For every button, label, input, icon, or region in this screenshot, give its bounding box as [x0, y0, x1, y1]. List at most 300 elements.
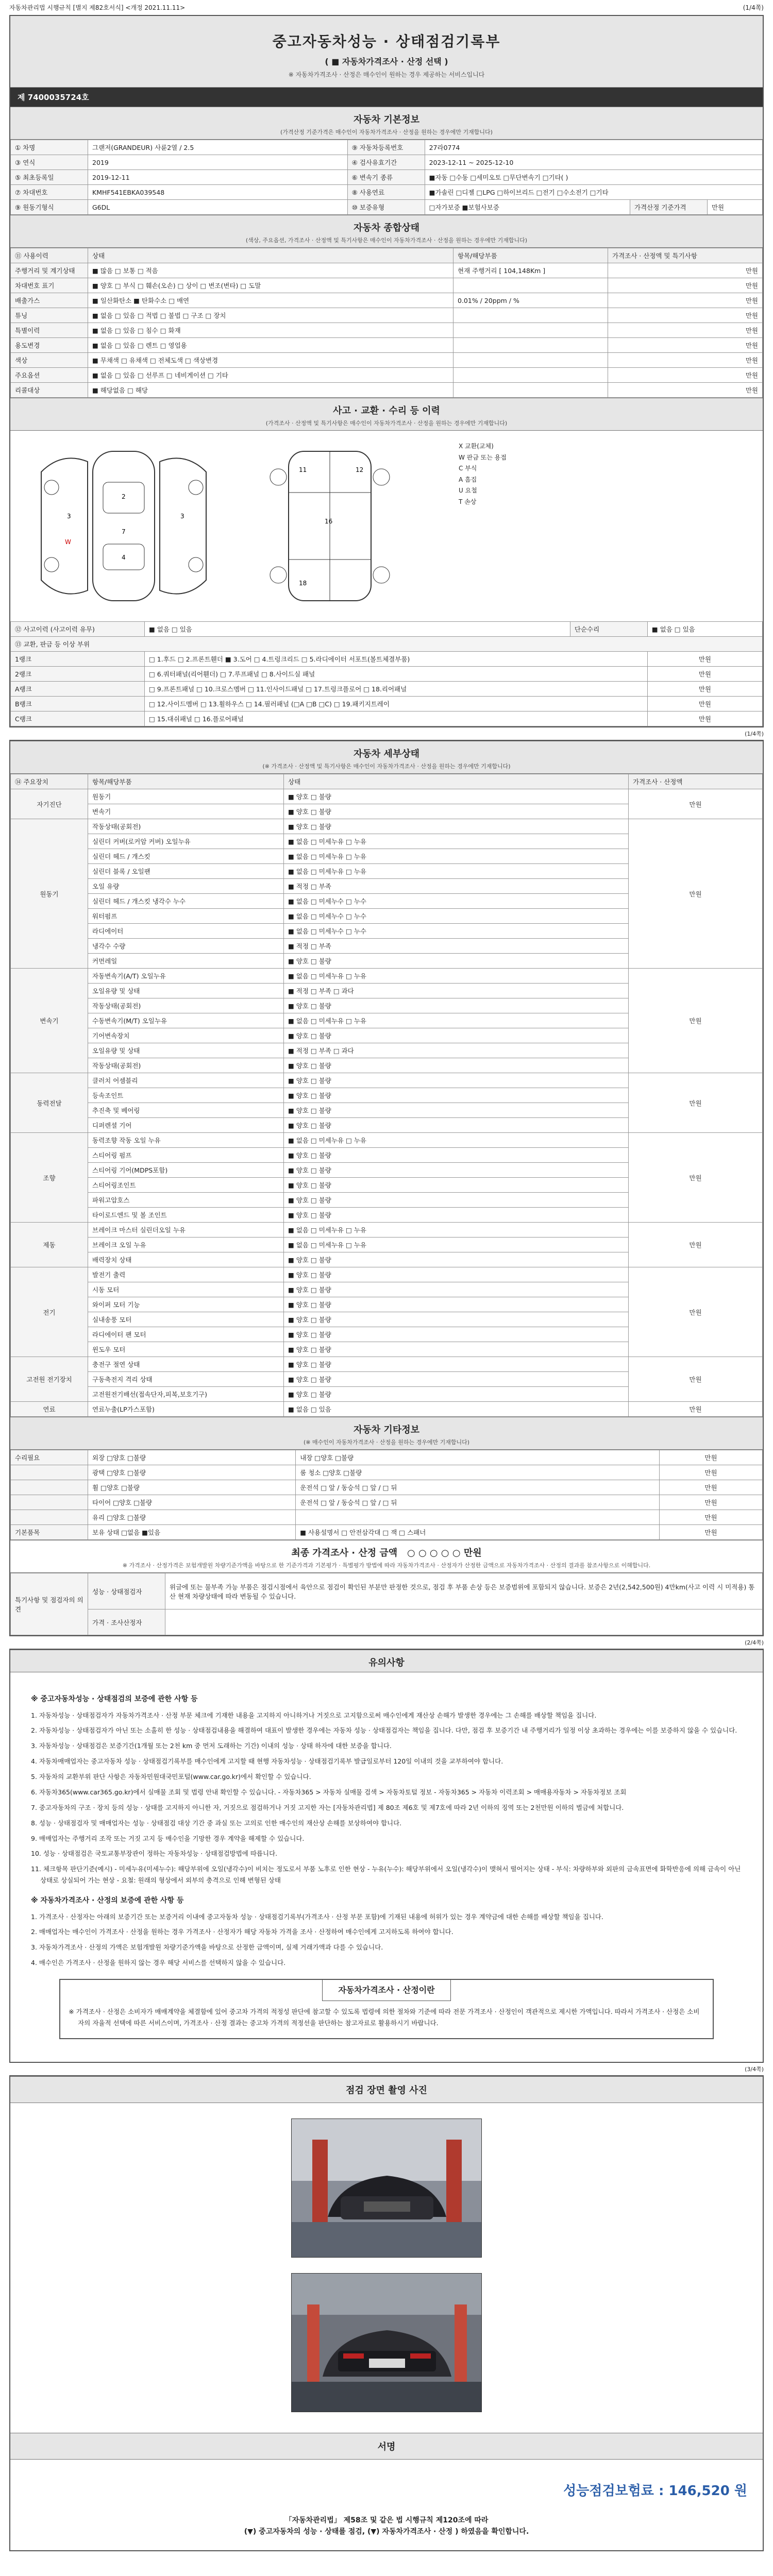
basic-field-value: 27라0774 [425, 140, 762, 155]
detail-item: 배력장치 상태 [88, 1252, 284, 1267]
legend-item: X 교환(교체) [459, 443, 494, 450]
summary-row [11, 323, 763, 338]
summary-header-item: 항목/해당부품 [453, 248, 608, 263]
total-title [10, 1546, 763, 1559]
guide-section-title [10, 1650, 763, 1672]
form-subtitle: ( ■ 자동차가격조사 · 산정 선택 ) [325, 57, 448, 66]
detail-item: 실린더 블록 / 오일팬 [88, 864, 284, 879]
basic-field-value: G6DL [88, 200, 348, 215]
total-section-title [10, 1540, 763, 1573]
basic-field-value: 2023-12-11 ~ 2025-12-10 [425, 155, 762, 170]
summary-row [11, 293, 763, 308]
special-notes-label: 특기사항 및 점검자의 의견 [11, 1573, 88, 1635]
basic-info-row [11, 185, 763, 200]
basic-field-label: ③ 연식 [11, 155, 88, 170]
basic-field-value: 그랜저(GRANDEUR) 사륜2열 / 2.5 [88, 140, 348, 155]
guide-item: 1. 가격조사 · 산정자는 아래의 보증기간 또는 보증거리 이내에 중고자동차 성능 · 상태점검기록부(가격조사 · 산정 부문 포함)에 기재된 내용에 허위가 있는 경우 계약금에 대한 손해를 배상할 책임을 집니다. [31, 1912, 603, 1921]
detail-state: ■ 양호 □ 불량 [284, 1208, 629, 1223]
basic-info-row [11, 200, 763, 215]
panel-row [11, 697, 763, 711]
detail-state: ■ 없음 □ 미세누유 □ 누유 [284, 1223, 629, 1238]
base-price-label: 가격산정 기준가격 [630, 200, 707, 215]
detail-state: ■ 양호 □ 불량 [284, 789, 629, 804]
accident-history-label: ⑫ 사고이력 (사고이력 유무) [11, 622, 145, 637]
basic-field-value: KMHF541EBKA039548 [88, 185, 348, 200]
other-item-b [296, 1510, 660, 1525]
summary-item-label: 배출가스 [11, 293, 88, 308]
basic-field-value: 2019-12-11 [88, 170, 348, 185]
detail-price: 만원 [629, 1402, 763, 1417]
detail-price: 만원 [629, 1357, 763, 1402]
detail-row [11, 1267, 763, 1282]
detail-state: ■ 양호 □ 불량 [284, 1372, 629, 1387]
svg-text:12: 12 [356, 466, 364, 473]
basic-field-label: ⑤ 최초등록일 [11, 170, 88, 185]
summary-row [11, 353, 763, 368]
other-row [11, 1480, 763, 1495]
form-law-reference: 자동차관리법 시행규칙 [별지 제82호서식] <개정 2021.11.11> [9, 4, 186, 11]
detail-row [11, 789, 763, 804]
form-subtitle-note: ※ 자동차가격조사 · 산정은 매수인이 원하는 경우 제공하는 서비스입니다 [288, 71, 485, 78]
summary-item-state: ■ 없음 □ 있음 □ 침수 □ 화재 [88, 323, 453, 338]
price-assessor-text [165, 1609, 763, 1635]
form-header-line [0, 0, 773, 15]
other-section-title [10, 1417, 763, 1450]
inspection-photos [10, 2103, 763, 2433]
detail-item: 냉각수 수량 [88, 939, 284, 954]
detail-state: ■ 없음 □ 미세누유 □ 누유 [284, 864, 629, 879]
summary-title: 자동차 종합상태 [354, 223, 419, 233]
other-item-b: 운전석 □ 앞 / 동승석 □ 앞 / □ 뒤 [296, 1495, 660, 1510]
photo-section-title: 점검 장면 촬영 사진 [10, 2076, 763, 2103]
detail-state: ■ 양호 □ 불량 [284, 1342, 629, 1357]
detail-section-title [10, 741, 763, 774]
detail-state: ■ 양호 □ 불량 [284, 1073, 629, 1088]
other-note: (※ 매수인이 자동차가격조사 · 산정을 원하는 경우에만 기재합니다) [303, 1439, 470, 1446]
svg-text:W: W [65, 538, 71, 546]
detail-item: 오일유량 및 상태 [88, 984, 284, 998]
detail-header-device: ⑭ 주요장치 [11, 774, 88, 789]
car-damage-diagram [10, 431, 763, 621]
car-exterior-diagram [31, 441, 216, 611]
other-table [10, 1450, 763, 1540]
detail-price: 만원 [629, 789, 763, 819]
summary-note: (색상, 주요옵션, 가격조사 · 산정액 및 특기사항은 매수인이 자동차가격조사 · 산정을 원하는 경우에만 기재합니다) [245, 237, 528, 244]
summary-item-label: 차대번호 표기 [11, 278, 88, 293]
summary-item-price: 만원 [608, 338, 763, 353]
summary-item-detail [453, 308, 608, 323]
detail-item: 파워고압호스 [88, 1193, 284, 1208]
callout-title: 자동차가격조사 · 산정이란 [322, 1979, 450, 2001]
basic-field-value: ■자동 □수동 □세미오토 □무단변속기 □기타( ) [425, 170, 762, 185]
detail-state: ■ 양호 □ 불량 [284, 1058, 629, 1073]
summary-header-price: 가격조사 · 산정액 및 특기사항 [608, 248, 763, 263]
basic-field-value: ■가솔린 □디젤 □LPG □하이브리드 □전기 □수소전기 □기타 [425, 185, 762, 200]
car-frame-diagram [237, 441, 423, 611]
detail-row [11, 1073, 763, 1088]
detail-state: ■ 없음 □ 미세누수 □ 누수 [284, 894, 629, 909]
guide-item: 1. 자동차성능 · 상태점검자가 자동차가격조사 · 산정 부문 체크에 기재한 내용을 고지하지 아니하거나 거짓으로 고지함으로써 매수인에게 재산상 손해가 발생한 경우에는 그 손해를 배상할 책임을 집니다. [31, 1711, 597, 1719]
summary-item-state: ■ 많음 □ 보통 □ 적음 [88, 263, 453, 278]
other-row [11, 1495, 763, 1510]
other-item-a: 광택 □양호 □불량 [88, 1465, 296, 1480]
other-item-a: 타이어 □양호 □불량 [88, 1495, 296, 1510]
detail-state: ■ 양호 □ 불량 [284, 1193, 629, 1208]
summary-item-price: 만원 [608, 263, 763, 278]
inspection-photo-rear [291, 2273, 482, 2412]
inspector-label: 성능 · 상태점검자 [88, 1573, 165, 1609]
detail-row [11, 1402, 763, 1417]
damage-legend [443, 441, 507, 611]
inspection-photo-front [291, 2119, 482, 2258]
detail-item: 충전구 절연 상태 [88, 1357, 284, 1372]
detail-state: ■ 적정 □ 부족 [284, 879, 629, 894]
form-title-block [10, 16, 763, 88]
detail-price: 만원 [629, 969, 763, 1073]
other-category: 수리필요 [11, 1450, 88, 1465]
detail-state: ■ 양호 □ 불량 [284, 1103, 629, 1118]
panel-items: □ 12.사이드멤버 □ 13.휠하우스 □ 14.필러패널 (□A □B □C) □ 19.패키지트레이 [145, 697, 648, 711]
guide-item: 5. 자동차의 교환부위 판단 사항은 자동차민원대국민포털(www.car.go.kr)에서 확인할 수 있습니다. [31, 1773, 311, 1781]
simple-repair-value: ■ 없음 □ 있음 [647, 622, 762, 637]
detail-row [11, 1133, 763, 1148]
document-number: 제 7400035724호 [10, 88, 763, 107]
summary-item-price: 만원 [608, 368, 763, 383]
summary-item-state: ■ 해당없음 □ 해당 [88, 383, 453, 398]
panel-rank: A랭크 [11, 682, 145, 697]
detail-group-name: 제동 [11, 1223, 88, 1267]
detail-item: 실린더 헤드 / 개스킷 냉각수 누수 [88, 894, 284, 909]
guide-item: 8. 성능 · 상태점검자 및 매매업자는 성능 · 상태점검 대상 기간 중 과실 또는 고의로 인한 매수인의 재산상 손해를 보상하여야 합니다. [31, 1819, 402, 1827]
other-price: 만원 [660, 1465, 763, 1480]
detail-state: ■ 없음 □ 있음 [284, 1402, 629, 1417]
panel-items: □ 1.후드 □ 2.프론트휀더 ■ 3.도어 □ 4.트렁크리드 □ 5.라디에이터 서포트(볼트체결부품) [145, 652, 648, 667]
accident-section-title [10, 398, 763, 431]
detail-item: 연료누출(LP가스포함) [88, 1402, 284, 1417]
total-value: ○ ○ ○ ○ ○ 만원 [407, 1548, 482, 1558]
footer-line-2: (▼) 중고자동차의 성능 · 상태를 점검, (▼) 자동차가격조사 · 산정 ) 하였음을 확인합니다. [244, 2528, 529, 2536]
page-2 [9, 740, 764, 1636]
base-price-value: 만원 [707, 200, 762, 215]
other-category [11, 1480, 88, 1495]
summary-header-state: 상태 [88, 248, 453, 263]
detail-title: 자동차 세부상태 [354, 749, 419, 759]
detail-state: ■ 양호 □ 불량 [284, 1312, 629, 1327]
detail-item: 워터펌프 [88, 909, 284, 924]
summary-row [11, 263, 763, 278]
detail-item: 브레이크 마스터 실린더오일 누유 [88, 1223, 284, 1238]
form-title: 중고자동차성능 · 상태점검기록부 [272, 33, 501, 50]
panel-row [11, 667, 763, 682]
price-assessor-label: 가격 · 조사산정자 [88, 1609, 165, 1635]
total-note: ※ 가격조사 · 산정가격은 보험개발원 차량기준가액을 바탕으로 한 기준가격과 기본평가 · 특별평가 방법에 따라 자동차가격조사 · 산정자가 산정한 금액으로 자동차가격조사 · 산정의 결과를 참조사항으로 이해합니다. [122, 1562, 651, 1569]
other-row [11, 1510, 763, 1525]
detail-row [11, 1223, 763, 1238]
summary-item-label: 색상 [11, 353, 88, 368]
detail-item: 스티어링조인트 [88, 1178, 284, 1193]
detail-item: 변속기 [88, 804, 284, 819]
detail-price: 만원 [629, 1133, 763, 1223]
detail-header-price: 가격조사 · 산정액 [629, 774, 763, 789]
detail-item: 원동기 [88, 789, 284, 804]
detail-state: ■ 양호 □ 불량 [284, 1327, 629, 1342]
summary-item-detail: 0.01% / 20ppm / % [453, 293, 608, 308]
detail-item: 커먼레일 [88, 954, 284, 969]
summary-section-title [10, 215, 763, 248]
other-item-a: 휠 □양호 □불량 [88, 1480, 296, 1495]
detail-item: 오일 유량 [88, 879, 284, 894]
detail-item: 추진축 및 베어링 [88, 1103, 284, 1118]
detail-row [11, 969, 763, 984]
legend-item: T 손상 [459, 498, 477, 505]
basic-info-row [11, 170, 763, 185]
summary-item-price: 만원 [608, 323, 763, 338]
basic-field-label: ① 차명 [11, 140, 88, 155]
page-4 [9, 2075, 764, 2551]
summary-item-label: 주행거리 및 계기상태 [11, 263, 88, 278]
panel-rank: B랭크 [11, 697, 145, 711]
panel-rank: 2랭크 [11, 667, 145, 682]
detail-state: ■ 없음 □ 미세누수 □ 누수 [284, 909, 629, 924]
other-row [11, 1465, 763, 1480]
summary-item-price: 만원 [608, 308, 763, 323]
detail-state: ■ 없음 □ 미세누유 □ 누유 [284, 834, 629, 849]
basic-info-note: (가격산정 기준가격은 매수인이 자동차가격조사 · 산정을 원하는 경우에만 기재합니다) [280, 129, 493, 135]
guide-item: 4. 자동차매매업자는 중고자동차 성능 · 상태점검기록부를 매수인에게 고지할 때 현행 자동차성능 · 상태점검기록부 발급일로부터 120일 이내의 것을 교부하여야 합니다. [31, 1757, 503, 1766]
other-price: 만원 [660, 1480, 763, 1495]
detail-state: ■ 양호 □ 불량 [284, 1282, 629, 1297]
detail-group-name: 변속기 [11, 969, 88, 1073]
summary-item-state: ■ 없음 □ 있음 □ 선루프 □ 네비게이션 □ 기타 [88, 368, 453, 383]
summary-item-label: 용도변경 [11, 338, 88, 353]
other-title: 자동차 기타정보 [354, 1425, 419, 1435]
detail-group-name: 고전원 전기장치 [11, 1357, 88, 1402]
footer-line-1: 「자동차관리법」 제58조 및 같은 법 시행규칙 제120조에 따라 [284, 2516, 489, 2524]
guide-item: 3. 자동차가격조사 · 산정의 가액은 보험개발원 차량기준가액을 바탕으로 산정한 금액이며, 실제 거래가액과 다를 수 있습니다. [31, 1943, 383, 1952]
summary-row [11, 368, 763, 383]
other-item-a: 유리 □양호 □불량 [88, 1510, 296, 1525]
detail-state: ■ 없음 □ 미세누유 □ 누유 [284, 969, 629, 984]
guide-heading-1: ※ 중고자동차성능 · 상태점검의 보증에 관한 사항 등 [31, 1695, 198, 1703]
other-item-b: 내장 □양호 □불량 [296, 1450, 660, 1465]
detail-item: 구동축전지 격리 상태 [88, 1372, 284, 1387]
basic-info-row [11, 155, 763, 170]
other-category [11, 1495, 88, 1510]
guide-item: 4. 매수인은 가격조사 · 산정을 원하지 않는 경우 해당 서비스를 선택하지 않을 수 있습니다. [31, 1959, 286, 1967]
detail-item: 기어변속장치 [88, 1028, 284, 1043]
basic-field-label: ⑧ 사용연료 [347, 185, 425, 200]
detail-item: 등속조인트 [88, 1088, 284, 1103]
other-item-a: 외장 □양호 □불량 [88, 1450, 296, 1465]
detail-group-name: 자기진단 [11, 789, 88, 819]
detail-group-name: 원동기 [11, 819, 88, 969]
signature-footer [10, 2510, 763, 2550]
summary-item-detail [453, 383, 608, 398]
detail-price: 만원 [629, 1223, 763, 1267]
detail-state: ■ 양호 □ 불량 [284, 1148, 629, 1163]
detail-state: ■ 적정 □ 부족 [284, 939, 629, 954]
svg-text:4: 4 [122, 554, 126, 561]
detail-state: ■ 양호 □ 불량 [284, 1357, 629, 1372]
special-notes-table [10, 1573, 763, 1635]
detail-item: 발전기 출력 [88, 1267, 284, 1282]
other-category [11, 1465, 88, 1480]
guide-item: 2. 매매업자는 매수인이 가격조사 · 산정을 원하는 경우 가격조사 · 산정자가 해당 자동차 가격을 조사 · 산정하여 매수인에게 고지하도록 하여야 합니다. [31, 1928, 453, 1936]
other-price: 만원 [660, 1495, 763, 1510]
summary-item-label: 리콜대상 [11, 383, 88, 398]
summary-item-state: ■ 없음 □ 있음 □ 렌트 □ 영업용 [88, 338, 453, 353]
accident-title: 사고 · 교환 · 수리 등 이력 [333, 405, 440, 416]
accident-history-table [10, 621, 763, 726]
detail-state: ■ 양호 □ 불량 [284, 1178, 629, 1193]
summary-item-detail [453, 368, 608, 383]
svg-text:2: 2 [122, 493, 126, 500]
basic-field-label: ⑩ 보증유형 [347, 200, 425, 215]
detail-group-name: 전기 [11, 1267, 88, 1357]
simple-repair-label: 단순수리 [570, 622, 647, 637]
detail-item: 작동상태(공회전) [88, 819, 284, 834]
total-title-text: 최종 가격조사 · 산정 금액 [291, 1548, 398, 1558]
summary-row [11, 308, 763, 323]
detail-price: 만원 [629, 1267, 763, 1357]
detail-item: 실린더 헤드 / 개스킷 [88, 849, 284, 864]
detail-state: ■ 없음 □ 미세누유 □ 누유 [284, 1133, 629, 1148]
summary-item-detail [453, 338, 608, 353]
insurance-fee: 성능점검보험료 : 146,520 원 [563, 2483, 747, 2499]
detail-state: ■ 양호 □ 불량 [284, 1088, 629, 1103]
detail-item: 오일유량 및 상태 [88, 1043, 284, 1058]
detail-item: 스티어링 기어(MDPS포함) [88, 1163, 284, 1178]
detail-state: ■ 양호 □ 불량 [284, 1297, 629, 1312]
guide-item: 11. 체크항목 판단기준(예시) - 미세누유(미세누수): 해당부위에 오일(냉각수)이 비치는 정도로서 부품 노후로 인한 현상 - 누유(누수): 해당부위에서 오일(냉각수)이 맺혀서 떨어지는 상태 - 부식: 차량하부와 외판의 금속표면에 화학반응에 의해 금속이 아닌 상태로 상실되어 가는 현상 - 요철: 원래의 형상에서 외부의 충격으로 인해 변형된 상태 [31, 1865, 741, 1885]
detail-item: 수동변속기(M/T) 오일누유 [88, 1013, 284, 1028]
accident-history-value: ■ 없음 □ 있음 [145, 622, 570, 637]
summary-item-detail [453, 353, 608, 368]
legend-item: C 부식 [459, 465, 477, 472]
summary-header-usage: ⑪ 사용이력 [11, 248, 88, 263]
detail-item: 스티어링 펌프 [88, 1148, 284, 1163]
detail-state: ■ 적정 □ 부족 □ 과다 [284, 984, 629, 998]
accident-note: (가격조사 · 산정액 및 특기사항은 매수인이 자동차가격조사 · 산정을 원하는 경우에만 기재합니다) [265, 420, 508, 427]
detail-item: 브레이크 오일 누유 [88, 1238, 284, 1252]
basic-info-section-title [10, 107, 763, 140]
panel-price: 만원 [647, 667, 762, 682]
detail-group-name: 연료 [11, 1402, 88, 1417]
guide-item: 6. 자동차365(www.car365.go.kr)에서 실매물 조회 및 법령 안내 확인할 수 있습니다. - 자동차365 > 자동차 실매물 검색 > 자동차토털 정보 - 자동차365 > 자동차 이력조회 > 매매용자동차 > 자동차정보 조회 [31, 1788, 627, 1796]
guide-title: 유의사항 [368, 1657, 405, 1668]
signature-section-title: 서명 [10, 2433, 763, 2460]
basic-field-value: □자가보증 ■보험사보증 [425, 200, 630, 215]
page-indicator: (1/4쪽) [743, 4, 764, 11]
basic-field-label: ⑨ 자동차등록번호 [347, 140, 425, 155]
detail-item: 타이로드엔드 및 볼 조인트 [88, 1208, 284, 1223]
summary-table [10, 248, 763, 398]
svg-text:16: 16 [325, 518, 333, 525]
panel-items: □ 9.프론트패널 □ 10.크로스멤버 □ 11.인사이드패널 □ 17.트렁크플로어 □ 18.리어패널 [145, 682, 648, 697]
detail-item: 클러치 어셈블리 [88, 1073, 284, 1088]
panel-price: 만원 [647, 697, 762, 711]
panel-price: 만원 [647, 652, 762, 667]
panel-row [11, 682, 763, 697]
detail-state: ■ 양호 □ 불량 [284, 1028, 629, 1043]
basic-info-table [10, 140, 763, 215]
detail-item: 자동변속기(A/T) 오일누유 [88, 969, 284, 984]
page-2-marker: (2/4쪽) [745, 1639, 764, 1646]
panel-price: 만원 [647, 682, 762, 697]
other-item-b: ■ 사용설명서 □ 안전삼각대 □ 잭 □ 스패너 [296, 1525, 660, 1540]
detail-state: ■ 없음 □ 미세누수 □ 누수 [284, 924, 629, 939]
guide-item: 10. 성능 · 상태점검은 국토교통부장관이 정하는 자동차성능 · 상태점검방법에 따릅니다. [31, 1850, 278, 1858]
summary-item-label: 주요옵션 [11, 368, 88, 383]
detail-state: ■ 양호 □ 불량 [284, 1387, 629, 1402]
detail-state: ■ 양호 □ 불량 [284, 998, 629, 1013]
other-price: 만원 [660, 1510, 763, 1525]
svg-text:11: 11 [299, 466, 307, 473]
guide-notes [10, 1672, 763, 2062]
summary-item-state: ■ 일산화탄소 ■ 탄화수소 □ 매연 [88, 293, 453, 308]
legend-item: W 판금 또는 용접 [459, 453, 507, 461]
other-item-b: 룸 청소 □양호 □불량 [296, 1465, 660, 1480]
basic-field-label: ⑥ 변속기 종류 [347, 170, 425, 185]
svg-text:3: 3 [180, 513, 184, 520]
detail-state: ■ 양호 □ 불량 [284, 1252, 629, 1267]
summary-item-label: 튜닝 [11, 308, 88, 323]
detail-state: ■ 양호 □ 불량 [284, 804, 629, 819]
detail-item: 와이퍼 모터 기능 [88, 1297, 284, 1312]
detail-item: 작동상태(공회전) [88, 1058, 284, 1073]
summary-item-state: ■ 양호 □ 부식 □ 훼손(오손) □ 상이 □ 변조(변타) □ 도말 [88, 278, 453, 293]
panel-rank: C랭크 [11, 711, 145, 726]
guide-item: 2. 자동차성능 · 상태점검자가 아닌 또는 소홀히 한 성능 · 상태점검내용을 해결하여 대표이 발생한 경우에는 자동차 성능 · 상태점검자는 책임을 집니다. 다만, 점검 후 보증기간 내 주행거리가 일정 이상 초과하는 경우에는 이를 보증하지 않을 수 있습니다. [31, 1726, 737, 1735]
summary-item-price: 만원 [608, 278, 763, 293]
basic-field-label: ④ 검사유효기간 [347, 155, 425, 170]
basic-info-title: 자동차 기본정보 [354, 114, 419, 125]
summary-item-detail [453, 278, 608, 293]
panel-row [11, 652, 763, 667]
detail-header-item: 항목/해당부품 [88, 774, 284, 789]
detail-state: ■ 양호 □ 불량 [284, 1267, 629, 1282]
summary-item-label: 특별이력 [11, 323, 88, 338]
page-3 [9, 1649, 764, 2063]
summary-item-detail [453, 323, 608, 338]
other-item-a: 보유 상태 □없음 ■있음 [88, 1525, 296, 1540]
detail-item: 실린더 커버(로커암 커버) 오일누유 [88, 834, 284, 849]
summary-row [11, 278, 763, 293]
panel-rank: 1랭크 [11, 652, 145, 667]
page-1 [9, 15, 764, 727]
guide-item: 7. 중고자동차의 구조 · 장치 등의 성능 · 상태를 고지하지 아니한 자, 거짓으로 점검하거나 거짓 고지한 자는 [자동차관리법] 제 80조 제6호 및 제7호에 따라 2년 이하의 징역 또는 2천만원 이하의 벌금에 처합니다. [31, 1803, 624, 1811]
detail-state: ■ 양호 □ 불량 [284, 1163, 629, 1178]
other-price: 만원 [660, 1450, 763, 1465]
detail-state: ■ 양호 □ 불량 [284, 1118, 629, 1133]
detail-price: 만원 [629, 819, 763, 969]
detail-item: 동력조향 작동 오일 누유 [88, 1133, 284, 1148]
detail-item: 디퍼렌셜 기어 [88, 1118, 284, 1133]
summary-item-state: ■ 무채색 □ 유채색 □ 전체도색 □ 색상변경 [88, 353, 453, 368]
detail-state: ■ 없음 □ 미세누유 □ 누유 [284, 849, 629, 864]
detail-row [11, 819, 763, 834]
detail-item: 라디에이터 팬 모터 [88, 1327, 284, 1342]
detail-item: 라디에이터 [88, 924, 284, 939]
basic-field-label: ⑦ 차대번호 [11, 185, 88, 200]
detail-item: 작동상태(공회전) [88, 998, 284, 1013]
basic-field-value: 2019 [88, 155, 348, 170]
svg-text:18: 18 [299, 580, 307, 587]
basic-info-row [11, 140, 763, 155]
panel-items: □ 15.대쉬패널 □ 16.플로어패널 [145, 711, 648, 726]
summary-item-price: 만원 [608, 383, 763, 398]
svg-text:3: 3 [67, 513, 71, 520]
